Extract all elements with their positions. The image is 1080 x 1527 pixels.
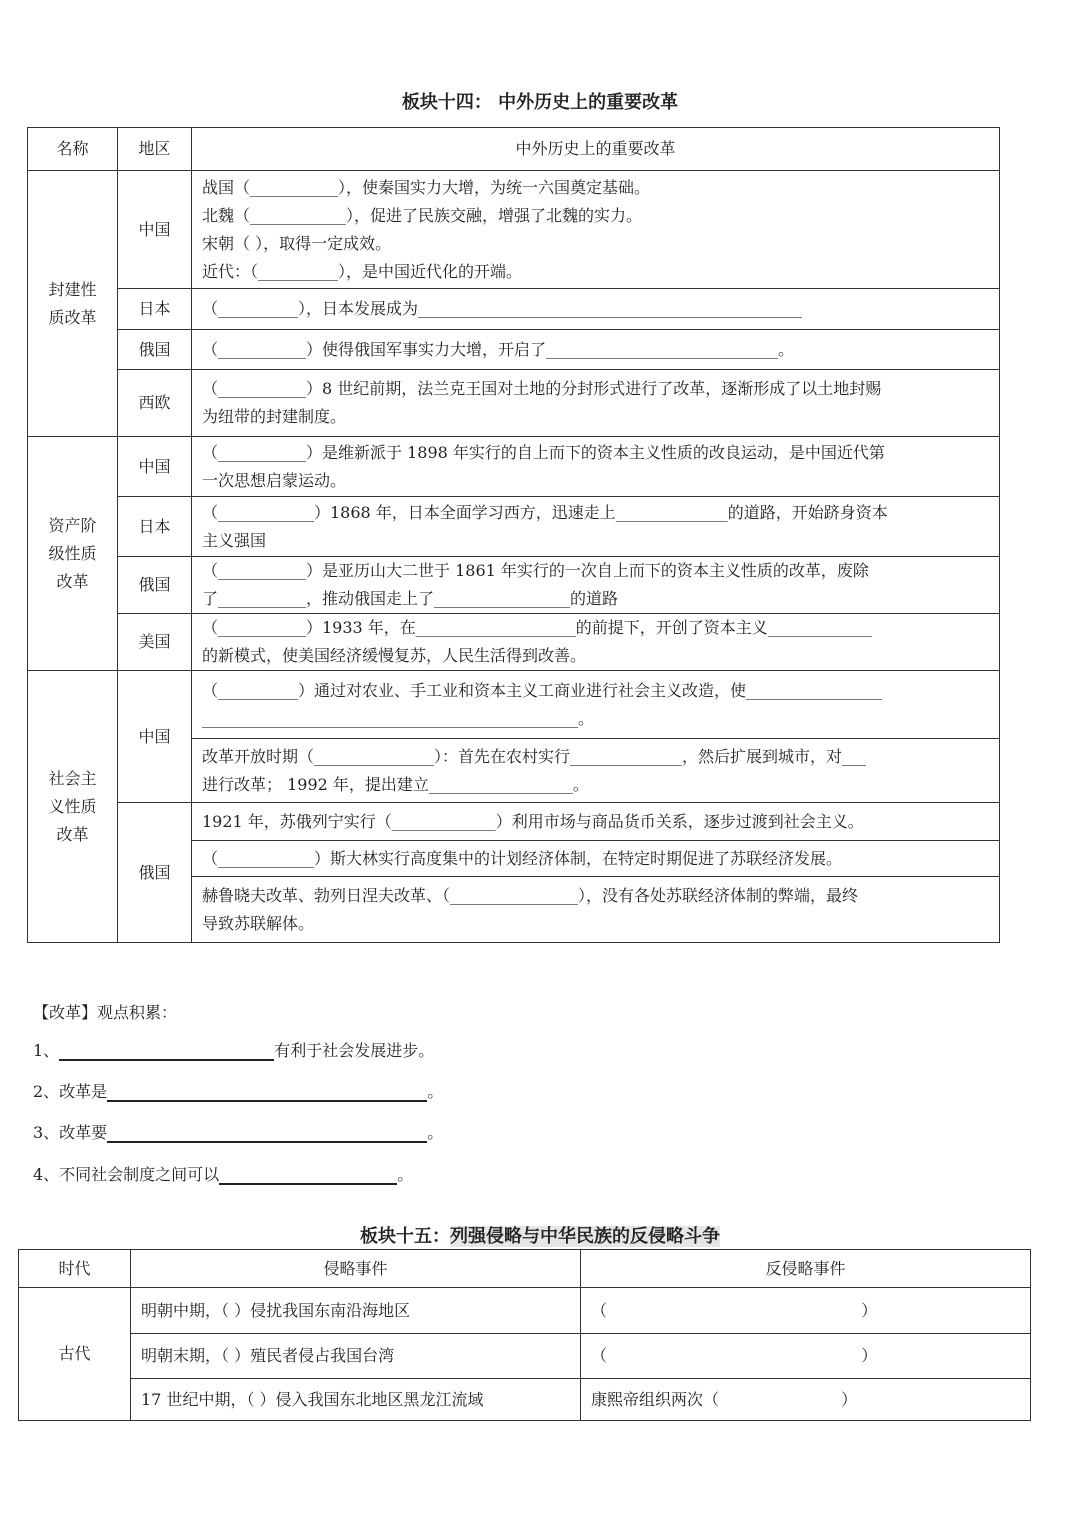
note-item-2: 2、改革是 。 <box>33 1082 444 1101</box>
reform-content: （____________）1868 年，日本全面学习西方，迅速走上______________的道路，开始跻身资本 主义强国 <box>192 497 1000 557</box>
region-cell: 中国 <box>118 437 192 497</box>
region-cell: 俄国 <box>118 330 192 370</box>
header-era: 时代 <box>19 1250 131 1288</box>
invasion-event: 明朝末期，（ ）殖民者侵占我国台湾 <box>131 1334 581 1379</box>
group-socialist: 社会主义性质改革 <box>28 671 118 943</box>
region-cell: 美国 <box>118 614 192 671</box>
answer-blank[interactable] <box>107 1080 427 1102</box>
invasion-event: 明朝中期，（ ）侵扰我国东南沿海地区 <box>131 1288 581 1334</box>
section15-title: 板块十五：列强侵略与中华民族的反侵略斗争 <box>360 1226 720 1247</box>
region-cell: 西欧 <box>118 370 192 437</box>
reform-content: 改革开放时期（_______________）：首先在农村实行______________，然后扩展到城市，对___ 进行改革； 1992 年，提出建立__________________。 <box>192 739 1000 803</box>
reform-content: （___________）1933 年，在____________________的前提下，开创了资本主义_____________ 的新模式，使美国经济缓慢复苏，人民生活得到改善。 <box>192 614 1000 671</box>
region-cell: 俄国 <box>118 557 192 614</box>
region-cell: 日本 <box>118 497 192 557</box>
reform-content: 战国（___________），使秦国实力大增，为统一六国奠定基础。 北魏（____________），促进了民族交融，增强了北魏的实力。 宋朝（ ），取得一定成效。 近代：（__________），是中国近代化的开端。 <box>192 171 1000 289</box>
reform-content: 1921 年，苏俄列宁实行（_____________）利用市场与商品货币关系，逐步过渡到社会主义。 <box>192 803 1000 841</box>
reform-content: 赫鲁晓夫改革、勃列日涅夫改革、（________________），没有各处苏联经济体制的弊端，最终 导致苏联解体。 <box>192 877 1000 943</box>
reform-content: （__________），日本发展成为________________________________________________ <box>192 289 1000 330</box>
note-item-3: 3、改革要 。 <box>33 1123 444 1142</box>
section14-title: 板块十四： 中外历史上的重要改革 <box>401 92 679 113</box>
group-feudal: 封建性质改革 <box>28 171 118 437</box>
invasion-event: 17 世纪中期，（ ）侵入我国东北地区黑龙江流域 <box>131 1379 581 1421</box>
header-invasion: 侵略事件 <box>131 1250 581 1288</box>
answer-blank[interactable] <box>59 1039 274 1061</box>
header-resistance: 反侵略事件 <box>581 1250 1031 1288</box>
reform-table <box>27 127 1000 943</box>
reform-content: （___________）是维新派于 1898 年实行的自上而下的资本主义性质的改良运动，是中国近代第 一次思想启蒙运动。 <box>192 437 1000 497</box>
group-bourgeois: 资产阶级性质改革 <box>28 437 118 671</box>
notes-heading: 【改革】观点积累： <box>33 1003 178 1022</box>
era-cell: 古代 <box>19 1288 131 1421</box>
reform-content: （__________）通过对农业、手工业和资本主义工商业进行社会主义改造，使_________________ _______________________________________________。 <box>192 671 1000 739</box>
resistance-event: （ ） <box>581 1334 1031 1379</box>
header-name: 名称 <box>28 128 118 171</box>
region-cell: 中国 <box>118 171 192 289</box>
resistance-event: 康熙帝组织两次（ ） <box>581 1379 1031 1421</box>
answer-blank[interactable] <box>219 1163 397 1185</box>
resistance-event: （ ） <box>581 1288 1031 1334</box>
reform-content: （___________）使得俄国军事实力大增，开启了_____________________________。 <box>192 330 1000 370</box>
region-cell: 中国 <box>118 671 192 803</box>
note-item-4: 4、不同社会制度之间可以 。 <box>33 1165 414 1184</box>
region-cell: 日本 <box>118 289 192 330</box>
reform-content: （___________）是亚历山大二世于 1861 年实行的一次自上而下的资本主义性质的改革，废除 了___________，推动俄国走上了_________________的道路 <box>192 557 1000 614</box>
note-item-1: 1、 有利于社会发展进步。 <box>33 1041 435 1060</box>
reform-content: （___________）8 世纪前期，法兰克王国对土地的分封形式进行了改革，逐渐形成了以土地封赐 为纽带的封建制度。 <box>192 370 1000 437</box>
header-region: 地区 <box>118 128 192 171</box>
region-cell: 俄国 <box>118 803 192 943</box>
answer-blank[interactable] <box>107 1121 427 1143</box>
reform-content: （____________）斯大林实行高度集中的计划经济体制，在特定时期促进了苏联经济发展。 <box>192 841 1000 877</box>
invasion-table <box>18 1249 1031 1421</box>
header-content: 中外历史上的重要改革 <box>192 128 1000 171</box>
